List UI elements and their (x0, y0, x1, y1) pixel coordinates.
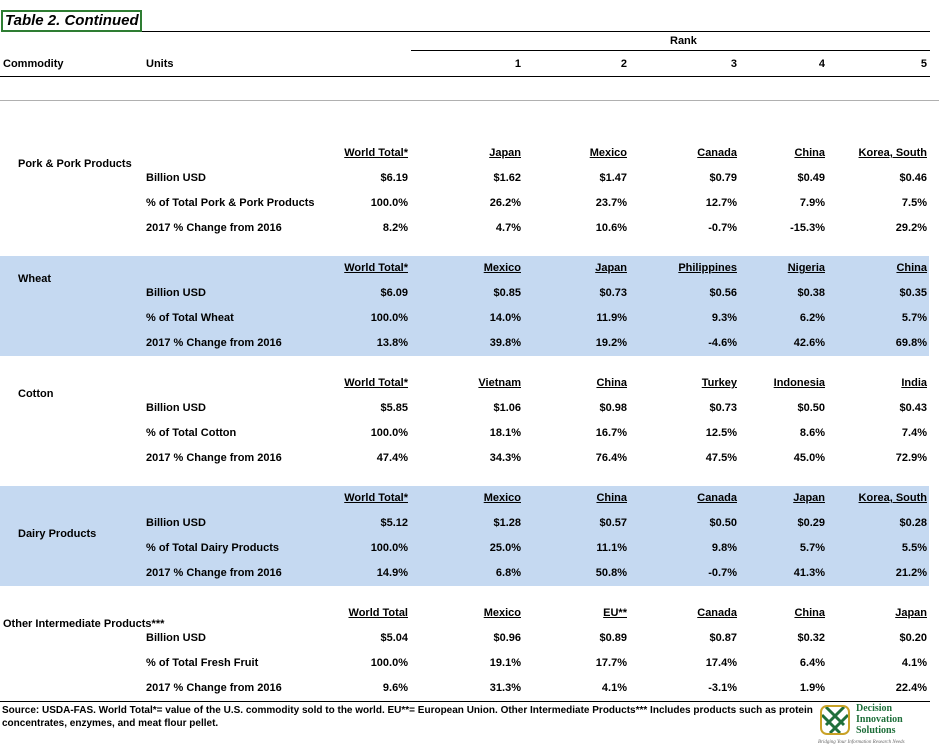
table-cell: $0.57 (599, 517, 627, 529)
column-header: Japan (595, 262, 627, 274)
table-cell: 9.6% (382, 682, 408, 694)
logo-knot-icon (818, 703, 852, 737)
table-cell: 12.5% (705, 427, 737, 439)
table-cell: 29.2% (895, 222, 927, 234)
table-cell: $0.20 (899, 632, 927, 644)
table-cell: 100.0% (370, 197, 408, 209)
header-top-rule (142, 31, 930, 32)
row-label: Billion USD (146, 172, 206, 184)
table-cell: $0.85 (493, 287, 521, 299)
table-cell: 45.0% (793, 452, 825, 464)
table-cell: 50.8% (595, 567, 627, 579)
table-cell: 17.4% (705, 657, 737, 669)
table-cell: 21.2% (895, 567, 927, 579)
table-cell: $0.73 (599, 287, 627, 299)
header-gray-rule (0, 100, 939, 101)
table-cell: 11.9% (596, 312, 627, 324)
rank-5-header: 5 (920, 58, 927, 70)
column-header: Japan (489, 147, 521, 159)
column-header: Turkey (701, 377, 737, 389)
table-cell: 23.7% (595, 197, 627, 209)
column-header: Canada (697, 147, 737, 159)
row-label: % of Total Dairy Products (146, 542, 280, 554)
table-cell: 100.0% (370, 542, 408, 554)
row-label: Billion USD (146, 287, 206, 299)
rank-4-header: 4 (818, 58, 825, 70)
column-header: Vietnam (478, 377, 521, 389)
section-name: Cotton (18, 388, 54, 400)
logo-tagline: Bridging Your Information Research Needs (818, 740, 905, 745)
table-cell: 9.3% (711, 312, 737, 324)
row-label: 2017 % Change from 2016 (146, 452, 282, 464)
logo-line-1: Decision (856, 703, 893, 714)
table-cell: $5.04 (380, 632, 408, 644)
table-cell: $0.73 (709, 402, 737, 414)
commodity-header: Commodity (3, 58, 64, 70)
column-header: China (596, 377, 627, 389)
logo-line-2: Innovation (856, 714, 903, 725)
row-label: 2017 % Change from 2016 (146, 682, 282, 694)
column-header: Mexico (483, 492, 521, 504)
row-label: 2017 % Change from 2016 (146, 567, 282, 579)
column-header: Japan (793, 492, 825, 504)
table-cell: 22.4% (895, 682, 927, 694)
column-header: Canada (697, 607, 737, 619)
table-cell: 100.0% (370, 427, 408, 439)
table-cell: 31.3% (489, 682, 521, 694)
row-label: 2017 % Change from 2016 (146, 337, 282, 349)
table-cell: 14.9% (376, 567, 408, 579)
table-cell: 11.1% (596, 542, 627, 554)
table-cell: $6.09 (380, 287, 408, 299)
table-cell: $5.85 (380, 402, 408, 414)
rank-1-header: 1 (514, 58, 521, 70)
column-header: Japan (895, 607, 927, 619)
table-cell: 6.4% (799, 657, 825, 669)
table-cell: 17.7% (595, 657, 627, 669)
table-cell: $0.87 (709, 632, 737, 644)
table-cell: 76.4% (595, 452, 627, 464)
header-bottom-rule (0, 76, 930, 77)
table-cell: 7.5% (901, 197, 927, 209)
table-cell: 100.0% (370, 657, 408, 669)
table-cell: $0.29 (797, 517, 825, 529)
table-cell: -3.1% (708, 682, 737, 694)
rank-rule (411, 50, 930, 51)
table-cell: $0.38 (797, 287, 825, 299)
table-cell: 10.6% (595, 222, 627, 234)
table-cell: $1.28 (493, 517, 521, 529)
table-cell: -0.7% (708, 222, 737, 234)
table-cell: $5.12 (380, 517, 408, 529)
table-cell: 41.3% (793, 567, 825, 579)
rank-2-header: 2 (620, 58, 627, 70)
table-cell: 42.6% (793, 337, 825, 349)
table-cell: $0.43 (899, 402, 927, 414)
column-header: World Total (348, 607, 408, 619)
row-label: Billion USD (146, 632, 206, 644)
column-header: China (794, 147, 825, 159)
column-header: World Total* (344, 492, 408, 504)
column-header: Mexico (483, 607, 521, 619)
table-cell: $0.50 (709, 517, 737, 529)
table-cell: $0.96 (493, 632, 521, 644)
column-header: China (896, 262, 927, 274)
column-header: World Total* (344, 377, 408, 389)
table-cell: $0.35 (899, 287, 927, 299)
table-cell: 6.8% (495, 567, 521, 579)
table-cell: 69.8% (895, 337, 927, 349)
row-label: % of Total Cotton (146, 427, 237, 439)
table-cell: 26.2% (489, 197, 521, 209)
table-cell: 5.7% (799, 542, 825, 554)
table-cell: 4.7% (495, 222, 521, 234)
row-label: % of Total Fresh Fruit (146, 657, 259, 669)
table-cell: $0.32 (797, 632, 825, 644)
table-cell: $0.49 (797, 172, 825, 184)
table-cell: 7.4% (901, 427, 927, 439)
section-name: Wheat (18, 273, 51, 285)
table-cell: 47.4% (376, 452, 408, 464)
table-cell: -4.6% (708, 337, 737, 349)
table-cell: 19.2% (595, 337, 627, 349)
table-cell: 100.0% (370, 312, 408, 324)
row-label: Billion USD (146, 402, 206, 414)
table-cell: 12.7% (705, 197, 737, 209)
table-cell: $0.50 (797, 402, 825, 414)
table-cell: 4.1% (601, 682, 627, 694)
table-cell: 8.2% (382, 222, 408, 234)
table-cell: 5.5% (901, 542, 927, 554)
table-cell: 1.9% (799, 682, 825, 694)
row-label: % of Total Pork & Pork Products (146, 197, 315, 209)
table-cell: 39.8% (489, 337, 521, 349)
table-cell: 14.0% (489, 312, 521, 324)
table-cell: $6.19 (380, 172, 408, 184)
table-cell: $0.56 (709, 287, 737, 299)
column-header: Nigeria (787, 262, 825, 274)
table-cell: 8.6% (799, 427, 825, 439)
table-cell: $1.06 (493, 402, 521, 414)
column-header: India (901, 377, 927, 389)
table-cell: 13.8% (376, 337, 408, 349)
logo-line-3: Solutions (856, 725, 896, 736)
table-cell: -0.7% (708, 567, 737, 579)
column-header: Philippines (678, 262, 737, 274)
rank-3-header: 3 (730, 58, 737, 70)
column-header: Indonesia (773, 377, 825, 389)
column-header: EU** (603, 607, 627, 619)
company-logo (818, 701, 938, 751)
table-cell: $0.89 (599, 632, 627, 644)
table-cell: 16.7% (595, 427, 627, 439)
table-cell: 7.9% (799, 197, 825, 209)
table-cell: 34.3% (489, 452, 521, 464)
table-cell: 47.5% (705, 452, 737, 464)
table-cell: $0.79 (709, 172, 737, 184)
row-label: Billion USD (146, 517, 206, 529)
column-header: Korea, South (858, 147, 927, 159)
column-header: Mexico (483, 262, 521, 274)
column-header: World Total* (344, 147, 408, 159)
row-label: 2017 % Change from 2016 (146, 222, 282, 234)
table-cell: $1.47 (599, 172, 627, 184)
table-cell: 25.0% (489, 542, 521, 554)
table-cell: $0.46 (899, 172, 927, 184)
table-cell: 18.1% (489, 427, 521, 439)
footnote: Source: USDA-FAS. World Total*= value of the U.S. commodity sold to the world. EU**= European Union. Other Intermediate Products*** Includes products such as protein concentrates, enzymes, and meat flour pellet. (2, 705, 813, 729)
section-name: Dairy Products (18, 528, 97, 540)
table-cell: 6.2% (799, 312, 825, 324)
table-cell: 9.8% (711, 542, 737, 554)
section-name: Other Intermediate Products*** (3, 618, 165, 630)
table-cell: -15.3% (790, 222, 825, 234)
row-label: % of Total Wheat (146, 312, 234, 324)
column-header: Korea, South (858, 492, 927, 504)
column-header: China (794, 607, 825, 619)
footer-rule (0, 701, 930, 702)
table-cell: $1.62 (493, 172, 521, 184)
table-cell: $0.28 (899, 517, 927, 529)
column-header: China (596, 492, 627, 504)
column-header: Mexico (589, 147, 627, 159)
table-cell: 4.1% (901, 657, 927, 669)
rank-header: Rank (670, 35, 697, 47)
column-header: World Total* (344, 262, 408, 274)
section-name: Pork & Pork Products (18, 158, 132, 170)
table-cell: 5.7% (901, 312, 927, 324)
units-header: Units (146, 58, 174, 70)
table-cell: 19.1% (489, 657, 521, 669)
table-cell: 72.9% (895, 452, 927, 464)
table-title: Table 2. Continued (1, 10, 142, 32)
table-cell: $0.98 (599, 402, 627, 414)
column-header: Canada (697, 492, 737, 504)
